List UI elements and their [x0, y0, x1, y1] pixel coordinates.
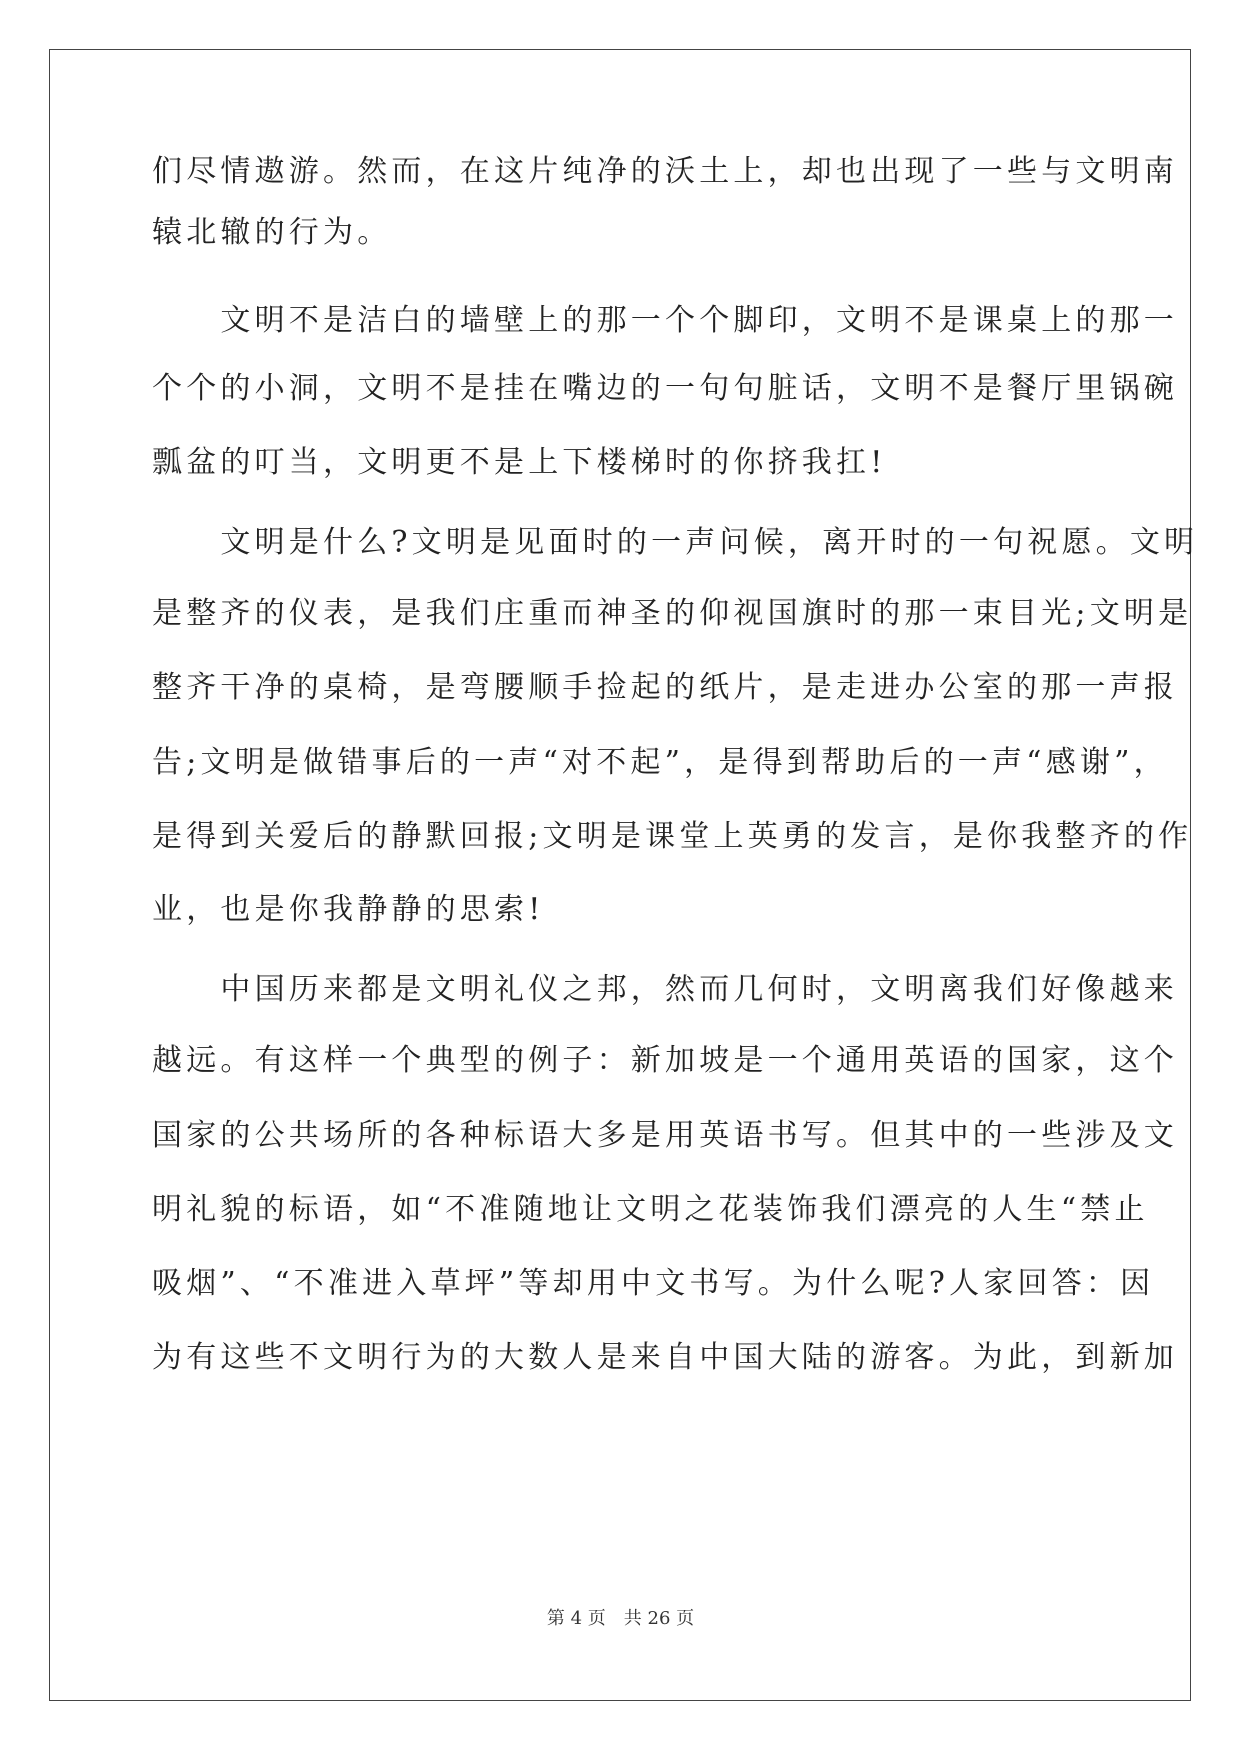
text-line: 文明是什么?文明是见面时的一声问候，离开时的一句祝愿。文明: [152, 525, 1199, 560]
text-line: 辕北辙的行为。: [152, 215, 392, 250]
text-line: 国家的公共场所的各种标语大多是用英语书写。但其中的一些涉及文: [152, 1118, 1178, 1153]
text-line: 是整齐的仪表，是我们庄重而神圣的仰视国旗时的那一束目光;文明是: [152, 596, 1193, 631]
text-line: 整齐干净的桌椅，是弯腰顺手捡起的纸片，是走进办公室的那一声报: [152, 670, 1178, 705]
text-line: 业，也是你我静静的思索!: [152, 892, 545, 927]
text-line: 文明不是洁白的墙壁上的那一个个脚印，文明不是课桌上的那一: [152, 303, 1178, 338]
text-line: 吸烟”、“不准进入草坪”等却用中文书写。为什么呢?人家回答：因: [152, 1266, 1155, 1301]
text-line: 越远。有这样一个典型的例子：新加坡是一个通用英语的国家，这个: [152, 1043, 1178, 1078]
text-line: 瓢盆的叮当，文明更不是上下楼梯时的你挤我扛!: [152, 445, 887, 480]
text-line: 为有这些不文明行为的大数人是来自中国大陆的游客。为此，到新加: [152, 1340, 1178, 1375]
page-border: [49, 49, 1199, 1701]
page-footer: 第 4 页 共 26 页: [546, 1608, 695, 1629]
text-line: 告;文明是做错事后的一声“对不起”，是得到帮助后的一声“感谢”，: [152, 745, 1168, 780]
text-line: 们尽情遨游。然而，在这片纯净的沃土上，却也出现了一些与文明南: [152, 154, 1178, 189]
text-line: 是得到关爱后的静默回报;文明是课堂上英勇的发言，是你我整齐的作: [152, 819, 1193, 854]
text-line: 中国历来都是文明礼仪之邦，然而几何时，文明离我们好像越来: [152, 972, 1178, 1007]
text-line: 个个的小洞，文明不是挂在嘴边的一句句脏话，文明不是餐厅里锅碗: [152, 371, 1178, 406]
text-line: 明礼貌的标语，如“不准随地让文明之花装饰我们漂亮的人生“禁止: [152, 1192, 1149, 1227]
